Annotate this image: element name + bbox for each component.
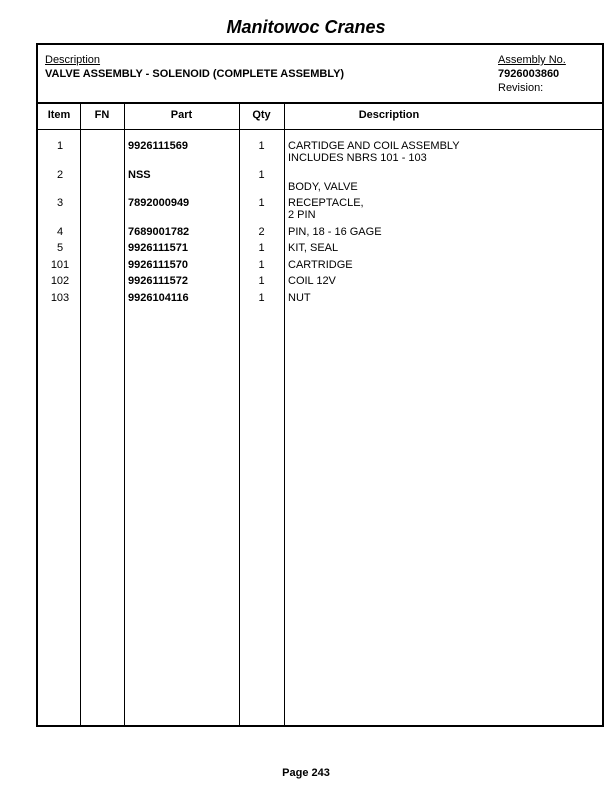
row-part-number: 9926104116 bbox=[128, 292, 189, 304]
row-item: 2 bbox=[56, 169, 64, 181]
row-description: PIN, 18 - 16 GAGE bbox=[288, 226, 382, 238]
column-header-description: Description bbox=[358, 109, 420, 121]
assembly-number: 7926003860 bbox=[498, 68, 560, 80]
row-description: RECEPTACLE, bbox=[288, 197, 364, 209]
column-divider bbox=[124, 102, 125, 725]
column-header-part: Part bbox=[170, 109, 193, 121]
row-part-number: 9926111570 bbox=[128, 259, 188, 271]
row-part-number: 7689001782 bbox=[128, 226, 190, 238]
column-divider bbox=[284, 102, 285, 725]
row-item: 4 bbox=[56, 226, 64, 238]
page-number: Page 243 bbox=[282, 767, 330, 779]
row-qty: 1 bbox=[258, 292, 265, 304]
row-description-line2: 2 PIN bbox=[288, 209, 316, 221]
row-part-number: NSS bbox=[128, 169, 151, 181]
row-qty: 2 bbox=[258, 226, 265, 238]
revision-label: Revision: bbox=[498, 82, 544, 94]
description-label: Description bbox=[45, 54, 101, 66]
page-title: Manitowoc Cranes bbox=[226, 17, 386, 37]
row-part-number: 9926111572 bbox=[128, 275, 188, 287]
row-qty: 1 bbox=[258, 197, 265, 209]
row-qty: 1 bbox=[258, 242, 265, 254]
row-description-line2: BODY, VALVE bbox=[288, 181, 358, 193]
row-qty: 1 bbox=[258, 140, 265, 152]
row-description: KIT, SEAL bbox=[288, 242, 339, 254]
column-header-item: Item bbox=[47, 109, 71, 121]
column-divider bbox=[239, 102, 240, 725]
row-description: CARTRIDGE bbox=[288, 259, 353, 271]
column-header-divider bbox=[38, 129, 602, 130]
assembly-number-label: Assembly No. bbox=[498, 54, 566, 66]
row-description: NUT bbox=[288, 292, 311, 304]
row-part-number: 9926111569 bbox=[128, 140, 188, 152]
row-description-line2: INCLUDES NBRS 101 - 103 bbox=[288, 152, 427, 164]
row-part-number: 7892000949 bbox=[128, 197, 190, 209]
header-divider bbox=[38, 102, 602, 104]
column-header-qty: Qty bbox=[252, 109, 271, 121]
row-description: CARTIDGE AND COIL ASSEMBLY bbox=[288, 140, 460, 152]
row-qty: 1 bbox=[258, 169, 265, 181]
row-item: 103 bbox=[50, 292, 70, 304]
row-qty: 1 bbox=[258, 275, 265, 287]
column-header-fn: FN bbox=[94, 109, 110, 121]
row-part-number: 9926111571 bbox=[128, 242, 188, 254]
row-description: COIL 12V bbox=[288, 275, 336, 287]
column-divider bbox=[80, 102, 81, 725]
row-qty: 1 bbox=[258, 259, 265, 271]
row-item: 3 bbox=[56, 197, 64, 209]
assembly-description: VALVE ASSEMBLY - SOLENOID (COMPLETE ASSEMBLY) bbox=[45, 68, 345, 80]
parts-list-frame bbox=[36, 43, 604, 727]
row-item: 1 bbox=[56, 140, 64, 152]
row-item: 101 bbox=[50, 259, 70, 271]
row-item: 5 bbox=[56, 242, 64, 254]
row-item: 102 bbox=[50, 275, 70, 287]
